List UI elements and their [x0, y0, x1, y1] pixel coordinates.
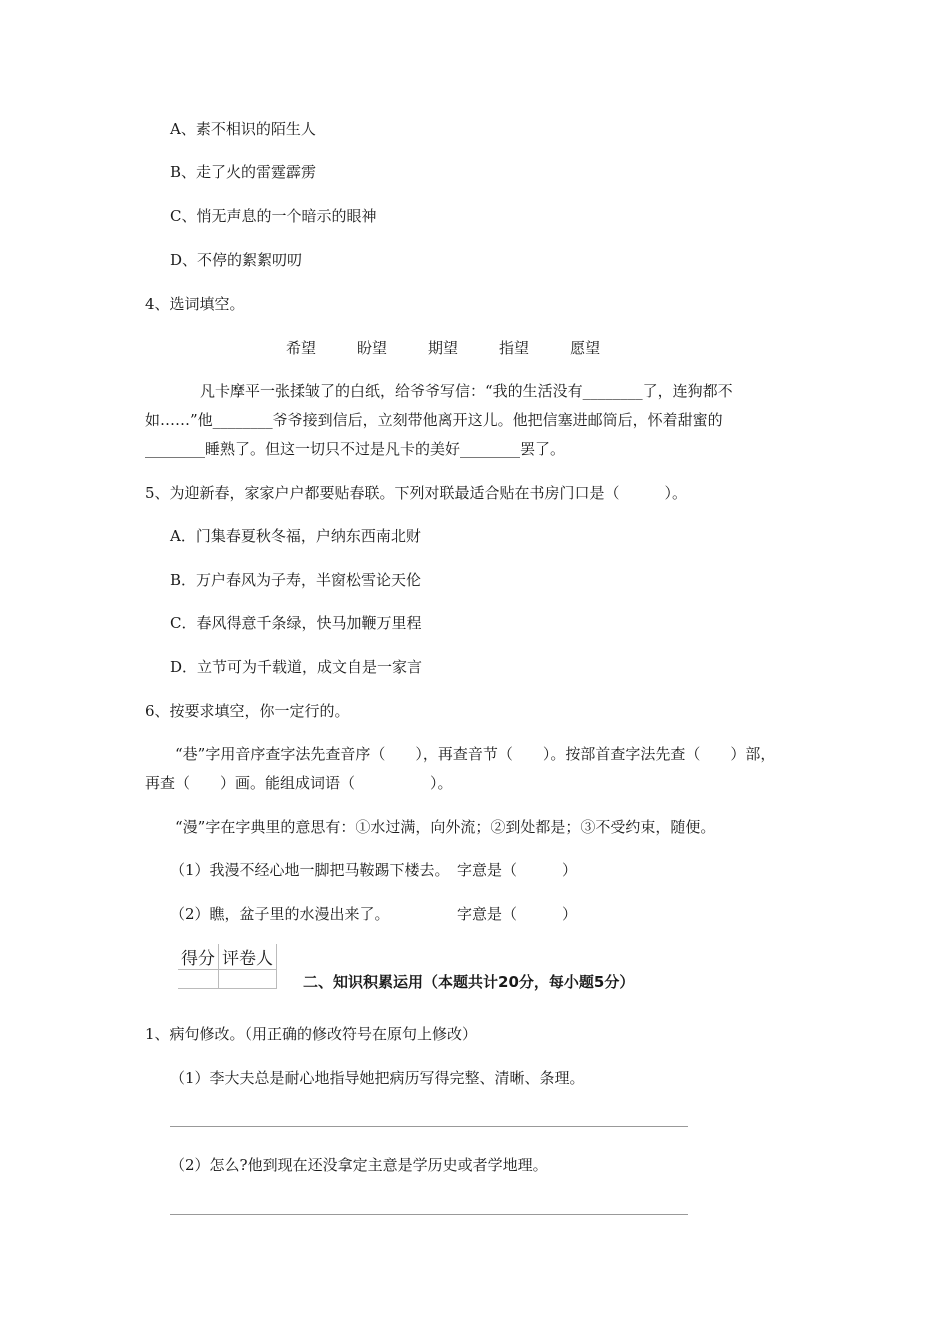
- q5-option-a: A．门集春夏秋冬福，户纳东西南北财: [170, 527, 421, 545]
- q6-line-2: 再查（ ）画。能组成词语（ ）。: [145, 774, 453, 792]
- q6-title: 6、按要求填空，你一定行的。: [145, 702, 350, 720]
- q5-option-b: B．万户春风为子寿，半窗松雪论天伦: [170, 571, 422, 589]
- word-option: 盼望: [357, 339, 388, 357]
- q4-passage-line-2: 如……”他________爷爷接到信后，立刻带他离开这儿。他把信塞进邮筒后，怀着甜蜜的: [145, 411, 723, 429]
- q3-option-a: A、素不相识的陌生人: [170, 120, 316, 138]
- q5-title: 5、为迎新春，家家户户都要贴春联。下列对联最适合贴在书房门口是（ ）。: [145, 484, 688, 502]
- q3-option-b: B、走了火的雷霆霹雳: [170, 163, 317, 181]
- q4-word-bank: [286, 338, 641, 358]
- score-cell: [178, 970, 219, 989]
- q3-option-c: C、悄无声息的一个暗示的眼神: [170, 207, 377, 225]
- grader-cell: [219, 970, 277, 989]
- q6-line-5: （2）瞧，盆子里的水漫出来了。 字意是（ ）: [170, 905, 578, 923]
- s2-q1-item-2: （2）怎么?他到现在还没拿定主意是学历史或者学地理。: [170, 1156, 548, 1174]
- q6-line-3: “漫”字在字典里的意思有：①水过满，向外流；②到处都是；③不受约束，随便。: [175, 818, 716, 836]
- q3-option-d: D、不停的絮絮叨叨: [170, 251, 303, 269]
- word-option: 希望: [286, 339, 317, 357]
- s2-q1-item-1: （1）李大夫总是耐心地指导她把病历写得完整、清晰、条理。: [170, 1069, 585, 1087]
- q5-option-d: D．立节可为千载道，成文自是一家言: [170, 658, 423, 676]
- q4-passage-line-3: ________睡熟了。但这一切只不过是凡卡的美好________罢了。: [145, 440, 566, 458]
- q5-option-c: C．春风得意千条绿，快马加鞭万里程: [170, 614, 422, 632]
- grader-label: 评卷人: [219, 944, 277, 970]
- score-label: 得分: [178, 944, 219, 970]
- answer-line-1: [170, 1126, 688, 1127]
- word-option: 指望: [499, 339, 530, 357]
- s2-q1-title: 1、病句修改。（用正确的修改符号在原句上修改）: [145, 1025, 478, 1043]
- q4-title: 4、选词填空。: [145, 295, 245, 313]
- q6-line-4: （1）我漫不经心地一脚把马鞍踢下楼去。 字意是（ ）: [170, 861, 578, 879]
- q4-passage-line-1: 凡卡摩平一张揉皱了的白纸，给爷爷写信：“我的生活没有________了，连狗都不: [200, 382, 733, 400]
- section-2-title: 二、知识积累运用（本题共计20分，每小题5分）: [303, 973, 635, 991]
- q6-line-1: “巷”字用音序查字法先查音序（ ），再查音节（ ）。按部首查字法先查（ ）部，: [175, 745, 776, 763]
- word-option: 愿望: [570, 339, 601, 357]
- score-box: [178, 944, 277, 989]
- word-option: 期望: [428, 339, 459, 357]
- answer-line-2: [170, 1214, 688, 1215]
